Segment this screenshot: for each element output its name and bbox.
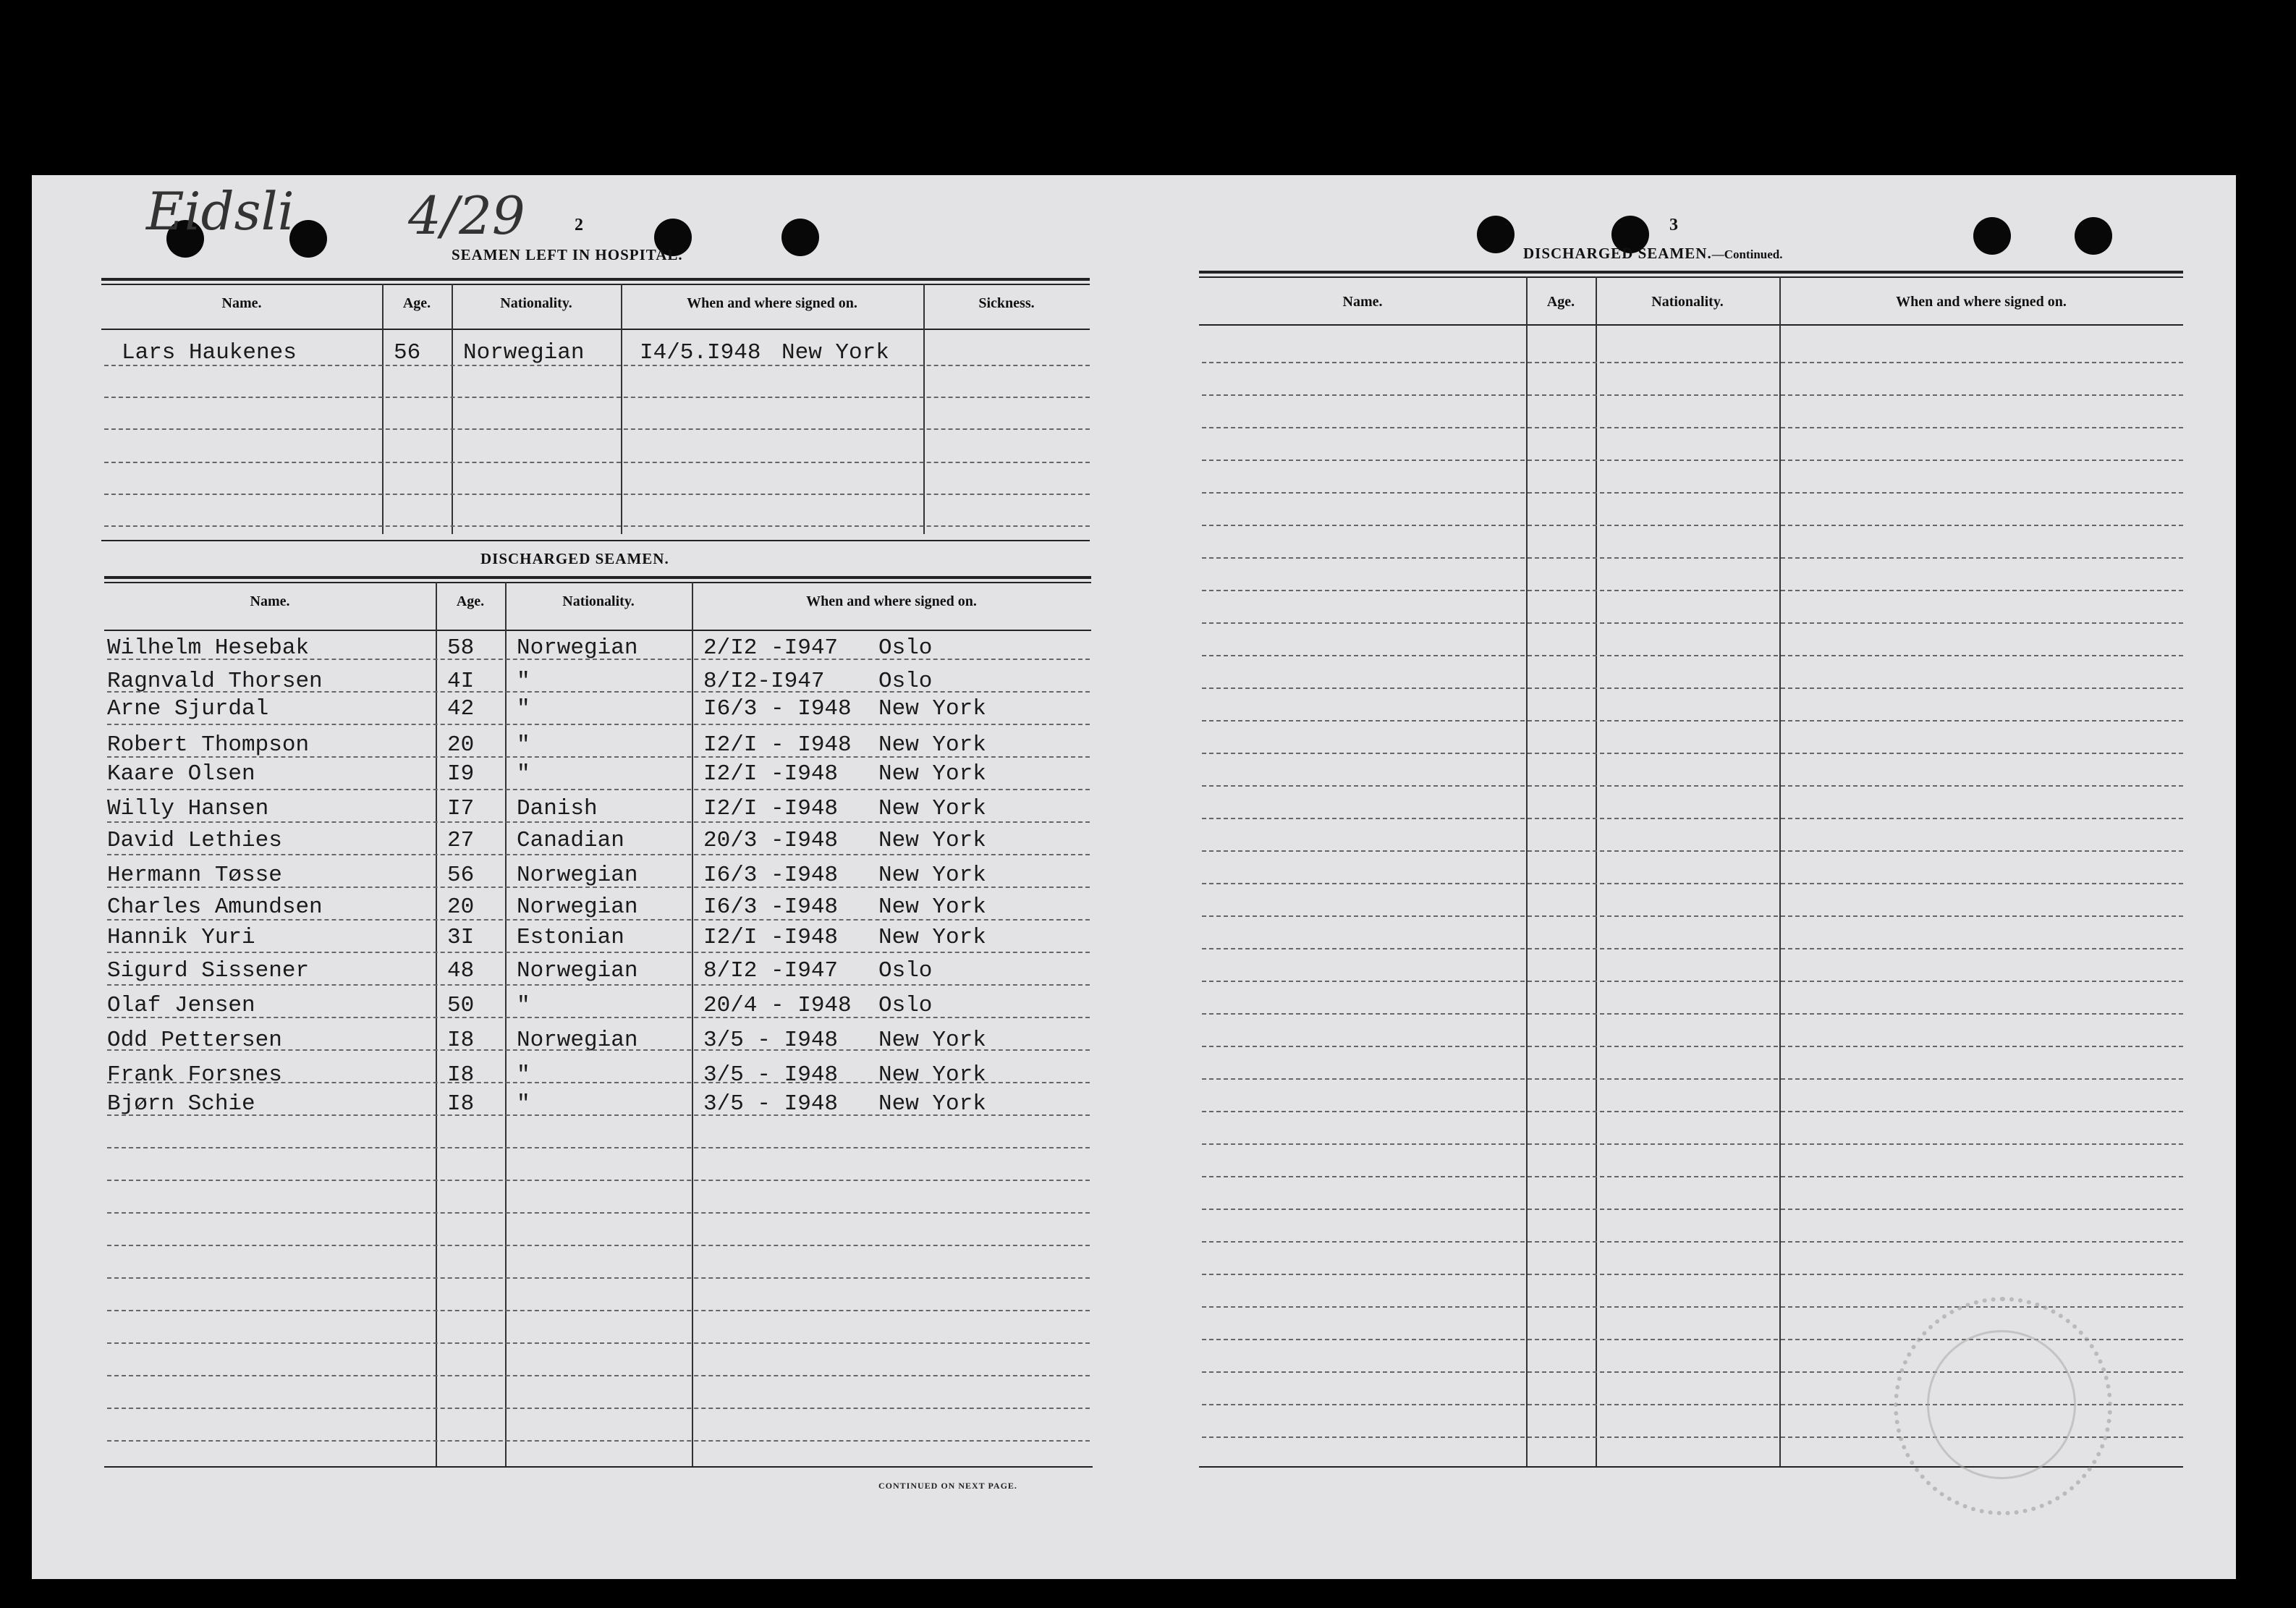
column-divider (436, 582, 437, 1466)
punch-hole (781, 219, 819, 256)
discharged-row-place: New York (878, 696, 986, 722)
row-line (107, 1245, 1090, 1246)
discharged-row-name: Frank Forsnes (107, 1062, 282, 1088)
row-line (107, 1408, 1090, 1409)
row-line (1202, 1078, 2183, 1080)
row-line (107, 691, 1090, 693)
table-bottom-rule (104, 1466, 1093, 1468)
discharged-row-date: 3/5 - I948 (703, 1028, 839, 1053)
row-line (1202, 1111, 2183, 1112)
row-line (104, 428, 1090, 430)
row-line (107, 1147, 1090, 1148)
table-top-rule (101, 284, 1090, 285)
discharged-row-date: I2/I - I948 (703, 732, 852, 758)
column-divider (923, 284, 925, 534)
row-line (1202, 655, 2183, 656)
discharged-row-nationality: Norwegian (517, 863, 638, 888)
discharged-row-name: Arne Sjurdal (107, 696, 269, 722)
table-top-rule (104, 582, 1091, 583)
discharged-row-place: New York (878, 828, 986, 853)
row-line (1202, 1143, 2183, 1145)
hospital-row-age: 56 (394, 340, 421, 365)
table-top-rule (104, 576, 1091, 579)
discharged-row-date: 20/4 - I948 (703, 993, 852, 1018)
discharged-row-date: I6/3 -I948 (703, 863, 839, 888)
discharged-row-age: I8 (447, 1062, 475, 1088)
discharged-row-nationality: " (517, 732, 530, 758)
column-header-name: Name. (1342, 294, 1383, 310)
right-page (1134, 175, 2236, 1579)
row-line (1202, 622, 2183, 624)
title-continued: —Continued. (1711, 247, 1783, 261)
discharged-row-date: 3/5 - I948 (703, 1091, 839, 1117)
discharged-row-date: 2/I2 -I947 (703, 635, 839, 661)
column-divider (382, 284, 384, 534)
hospital-row-date: I4/5.I948 (640, 340, 761, 365)
discharged-row-date: I6/3 - I948 (703, 696, 852, 722)
row-line (107, 1017, 1090, 1018)
row-line (1202, 394, 2183, 396)
column-divider (621, 284, 622, 534)
row-line (1202, 687, 2183, 689)
discharged-row-name: Hannik Yuri (107, 925, 255, 950)
section-rule (101, 540, 1090, 541)
column-header-nationality: Nationality. (500, 295, 572, 311)
hospital-row-nationality: Norwegian (463, 340, 585, 365)
row-line (1202, 883, 2183, 884)
discharged-row-place: New York (878, 1028, 986, 1053)
discharged-row-date: I2/I -I948 (703, 925, 839, 950)
row-line (1202, 818, 2183, 819)
discharged-row-name: Kaare Olsen (107, 761, 255, 787)
discharged-row-nationality: " (517, 993, 530, 1018)
row-line (107, 821, 1090, 823)
column-header-signed-on: When and where signed on. (1896, 294, 2067, 310)
column-header-signed-on: When and where signed on. (806, 593, 977, 609)
column-header-nationality: Nationality. (1651, 294, 1724, 310)
row-line (1202, 948, 2183, 949)
discharged-row-nationality: Danish (517, 796, 598, 821)
section-title-discharged: DISCHARGED SEAMEN. (480, 550, 669, 567)
discharged-row-place: New York (878, 796, 986, 821)
row-line (1202, 492, 2183, 494)
discharged-row-age: I9 (447, 761, 475, 787)
row-line (1202, 785, 2183, 787)
row-line (107, 1375, 1090, 1376)
hospital-row-name: Lars Haukenes (122, 340, 297, 365)
title-main: DISCHARGED SEAMEN. (1523, 245, 1712, 262)
discharged-row-place: Oslo (878, 635, 933, 661)
column-header-name: Name. (221, 295, 262, 311)
row-line (107, 919, 1090, 921)
row-line (104, 397, 1090, 398)
row-line (107, 1180, 1090, 1181)
column-header-signed-on: When and where signed on. (687, 295, 857, 311)
table-top-rule (101, 278, 1090, 281)
discharged-row-nationality: " (517, 1091, 530, 1117)
row-line (107, 756, 1090, 758)
header-bottom-rule (101, 329, 1090, 330)
discharged-row-date: I2/I -I948 (703, 796, 839, 821)
left-page (32, 175, 1134, 1579)
row-line (1202, 981, 2183, 982)
discharged-row-age: 20 (447, 732, 475, 758)
row-line (104, 525, 1090, 527)
discharged-row-nationality: " (517, 761, 530, 787)
row-line (107, 1082, 1090, 1083)
discharged-row-date: 3/5 - I948 (703, 1062, 839, 1088)
handwritten-vessel-name: Eidsli (146, 181, 295, 242)
discharged-row-name: Olaf Jensen (107, 993, 255, 1018)
row-line (107, 1212, 1090, 1214)
row-line (1202, 557, 2183, 559)
header-bottom-rule (1199, 324, 2183, 326)
discharged-row-name: Robert Thompson (107, 732, 310, 758)
section-title-discharged-continued (1523, 245, 1782, 263)
discharged-row-age: 42 (447, 696, 475, 722)
discharged-row-name: Wilhelm Hesebak (107, 635, 310, 661)
postmark-inner-ring (1927, 1330, 2076, 1479)
discharged-row-place: New York (878, 894, 986, 920)
discharged-row-age: 3I (447, 925, 475, 950)
column-divider (1526, 276, 1528, 1466)
row-line (1202, 850, 2183, 852)
column-header-name: Name. (250, 593, 290, 609)
row-line (1202, 1046, 2183, 1047)
row-line (104, 462, 1090, 463)
discharged-row-name: Hermann Tøsse (107, 863, 282, 888)
column-header-age: Age. (402, 295, 431, 311)
punch-hole (289, 220, 327, 258)
page-number: 3 (1669, 216, 1678, 234)
row-line (1202, 590, 2183, 591)
table-top-rule (1199, 276, 2183, 278)
discharged-row-nationality: " (517, 696, 530, 722)
discharged-row-place: New York (878, 1062, 986, 1088)
discharged-row-age: 27 (447, 828, 475, 853)
row-line (107, 724, 1090, 725)
discharged-row-date: I2/I -I948 (703, 761, 839, 787)
discharged-row-age: 58 (447, 635, 475, 661)
row-line (107, 854, 1090, 855)
discharged-row-nationality: " (517, 669, 530, 694)
row-line (107, 952, 1090, 953)
discharged-row-age: I8 (447, 1028, 475, 1053)
discharged-row-name: Charles Amundsen (107, 894, 323, 920)
discharged-row-place: New York (878, 925, 986, 950)
row-line (1202, 1209, 2183, 1210)
discharged-row-name: David Lethies (107, 828, 282, 853)
row-line (107, 1277, 1090, 1279)
column-header-sickness: Sickness. (978, 295, 1035, 311)
discharged-row-place: Oslo (878, 669, 933, 694)
row-line (107, 886, 1090, 888)
row-line (1202, 460, 2183, 461)
column-divider (1596, 276, 1597, 1466)
discharged-row-date: 8/I2-I947 (703, 669, 825, 694)
handwritten-date: 4/29 (408, 185, 525, 246)
punch-hole (2075, 217, 2112, 255)
register-sheet (32, 175, 2236, 1579)
column-divider (692, 582, 693, 1466)
discharged-row-name: Ragnvald Thorsen (107, 669, 323, 694)
column-header-age: Age. (456, 593, 485, 609)
row-line (1202, 427, 2183, 428)
discharged-row-nationality: Norwegian (517, 894, 638, 920)
row-line (107, 659, 1090, 660)
row-line (107, 1049, 1090, 1051)
column-divider (452, 284, 453, 534)
row-line (1202, 1013, 2183, 1015)
punch-hole (1477, 216, 1515, 253)
discharged-row-nationality: Canadian (517, 828, 624, 853)
row-line (107, 1440, 1090, 1442)
discharged-row-name: Odd Pettersen (107, 1028, 282, 1053)
postmark-stamp (1894, 1297, 2112, 1515)
column-header-nationality: Nationality. (562, 593, 635, 609)
punch-hole (1973, 217, 2011, 255)
row-line (107, 1310, 1090, 1311)
discharged-row-place: Oslo (878, 958, 933, 983)
discharged-row-place: New York (878, 863, 986, 888)
row-line (107, 789, 1090, 790)
row-line (1202, 720, 2183, 722)
discharged-row-name: Sigurd Sissener (107, 958, 310, 983)
column-header-age: Age. (1546, 294, 1575, 310)
page-number: 2 (575, 216, 583, 234)
row-line (107, 984, 1090, 986)
row-line (1202, 1241, 2183, 1243)
column-divider (1779, 276, 1781, 1466)
discharged-row-age: 4I (447, 669, 475, 694)
discharged-row-place: New York (878, 732, 986, 758)
row-line (104, 494, 1090, 495)
discharged-row-age: 56 (447, 863, 475, 888)
discharged-row-age: I7 (447, 796, 475, 821)
discharged-row-age: I8 (447, 1091, 475, 1117)
discharged-row-nationality: Norwegian (517, 958, 638, 983)
header-bottom-rule (104, 630, 1091, 631)
discharged-row-age: 48 (447, 958, 475, 983)
row-line (1202, 362, 2183, 363)
discharged-row-place: Oslo (878, 993, 933, 1018)
row-line (1202, 1176, 2183, 1177)
row-line (107, 1114, 1090, 1116)
discharged-row-name: Willy Hansen (107, 796, 269, 821)
discharged-row-nationality: Norwegian (517, 1028, 638, 1053)
discharged-row-date: 20/3 -I948 (703, 828, 839, 853)
column-divider (505, 582, 507, 1466)
section-title-hospital: SEAMEN LEFT IN HOSPITAL. (452, 246, 683, 263)
discharged-row-date: 8/I2 -I947 (703, 958, 839, 983)
continued-note: CONTINUED ON NEXT PAGE. (878, 1481, 1017, 1491)
discharged-row-age: 50 (447, 993, 475, 1018)
row-line (107, 1342, 1090, 1344)
discharged-row-age: 20 (447, 894, 475, 920)
discharged-row-place: New York (878, 1091, 986, 1117)
row-line (1202, 753, 2183, 754)
row-line (1202, 1274, 2183, 1275)
discharged-row-date: I6/3 -I948 (703, 894, 839, 920)
discharged-row-nationality: Norwegian (517, 635, 638, 661)
discharged-row-nationality: " (517, 1062, 530, 1088)
table-top-rule (1199, 271, 2183, 274)
row-line (1202, 915, 2183, 917)
discharged-row-name: Bjørn Schie (107, 1091, 255, 1117)
hospital-row-place: New York (781, 340, 889, 365)
row-line (1202, 525, 2183, 526)
discharged-row-nationality: Estonian (517, 925, 624, 950)
discharged-row-place: New York (878, 761, 986, 787)
